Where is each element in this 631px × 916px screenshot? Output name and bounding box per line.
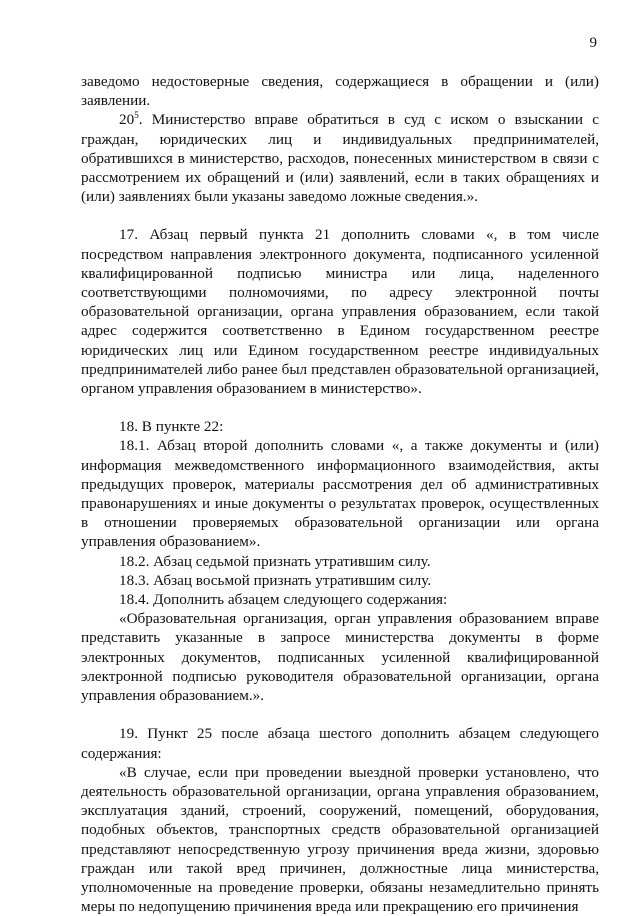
- item-18-3-paragraph: 18.3. Абзац восьмой признать утратившим силу.: [119, 571, 432, 589]
- item-18-quote-paragraph: «Образовательная организация, орган управления образованием вправе представить указанные в запросе министерства документы в форме электронных документов, подписанных усиленной квалифицированной электронной подписью руководителя образовательной организации, органа управления образованием.».: [81, 610, 599, 705]
- item-18-4-paragraph: 18.4. Дополнить абзацем следующего содержания:: [119, 591, 448, 609]
- paragraph-gap: [81, 398, 599, 417]
- paragraph-gap: [81, 705, 599, 724]
- paragraph-gap: [81, 206, 599, 225]
- point-text: . Министерство вправе обратиться в суд с иском о взыскании с граждан, юридических лиц и индивидуальных предпринимателей, обратившихся в министерство, расходов, понесенных министерством в связи с рассмотрением их обращений и (или) заявлений, если в таких обращениях и (или) заявлениях были указаны заведомо ложные сведения.».: [81, 111, 599, 206]
- point-number: 20: [119, 111, 135, 129]
- item-19-heading: 19. Пункт 25 после абзаца шестого дополнить абзацем следующего содержания:: [81, 725, 599, 762]
- point-20-5-paragraph: [81, 110, 599, 206]
- continuation-paragraph: заведомо недостоверные сведения, содержащиеся в обращении и (или) заявлении.: [81, 73, 599, 110]
- item-18-2-paragraph: 18.2. Абзац седьмой признать утратившим силу.: [119, 552, 431, 570]
- item-17-paragraph: 17. Абзац первый пункта 21 дополнить словами «, в том числе посредством направления электронного документа, подписанного усиленной квалифицированной подписью министра или лица, наделенного соответствующими полномочиями, по адресу электронной почты образовательной организации, органа управления образованием, если такой адрес содержится соответственно в Едином государственном реестре юридических лиц или Едином государственном реестре индивидуальных предпринимателей либо ранее был представлен образовательной организацией, органом управления образованием в министерство».: [81, 226, 599, 398]
- document-body: [81, 72, 599, 916]
- page-number: 9: [589, 35, 597, 51]
- item-18-heading: 18. В пункте 22:: [119, 418, 224, 436]
- item-18-1-paragraph: 18.1. Абзац второй дополнить словами «, а также документы и (или) информация межведомственного информационного взаимодействия, акты предыдущих проверок, материалы рассмотрения дел об административных правонарушениях и иные документы о результатах проверок, осуществленных в отношении проверяемых образовательной организации или органа управления образованием».: [81, 437, 599, 551]
- point-superscript: 5: [134, 110, 139, 121]
- item-19-quote-paragraph: «В случае, если при проведении выездной проверки установлено, что деятельность образовательной организации, органа управления образованием, эксплуатация зданий, строений, сооружений, помещений, оборудования, подобных объектов, транспортных средств образовательной организацией представляют непосредственную угрозу причинения вреда жизни, здоровью граждан или такой вред причинен, должностные лица министерства, уполномоченные на проведение проверки, обязаны незамедлительно принять меры по недопущению причинения вреда или прекращению его причинения: [81, 763, 599, 916]
